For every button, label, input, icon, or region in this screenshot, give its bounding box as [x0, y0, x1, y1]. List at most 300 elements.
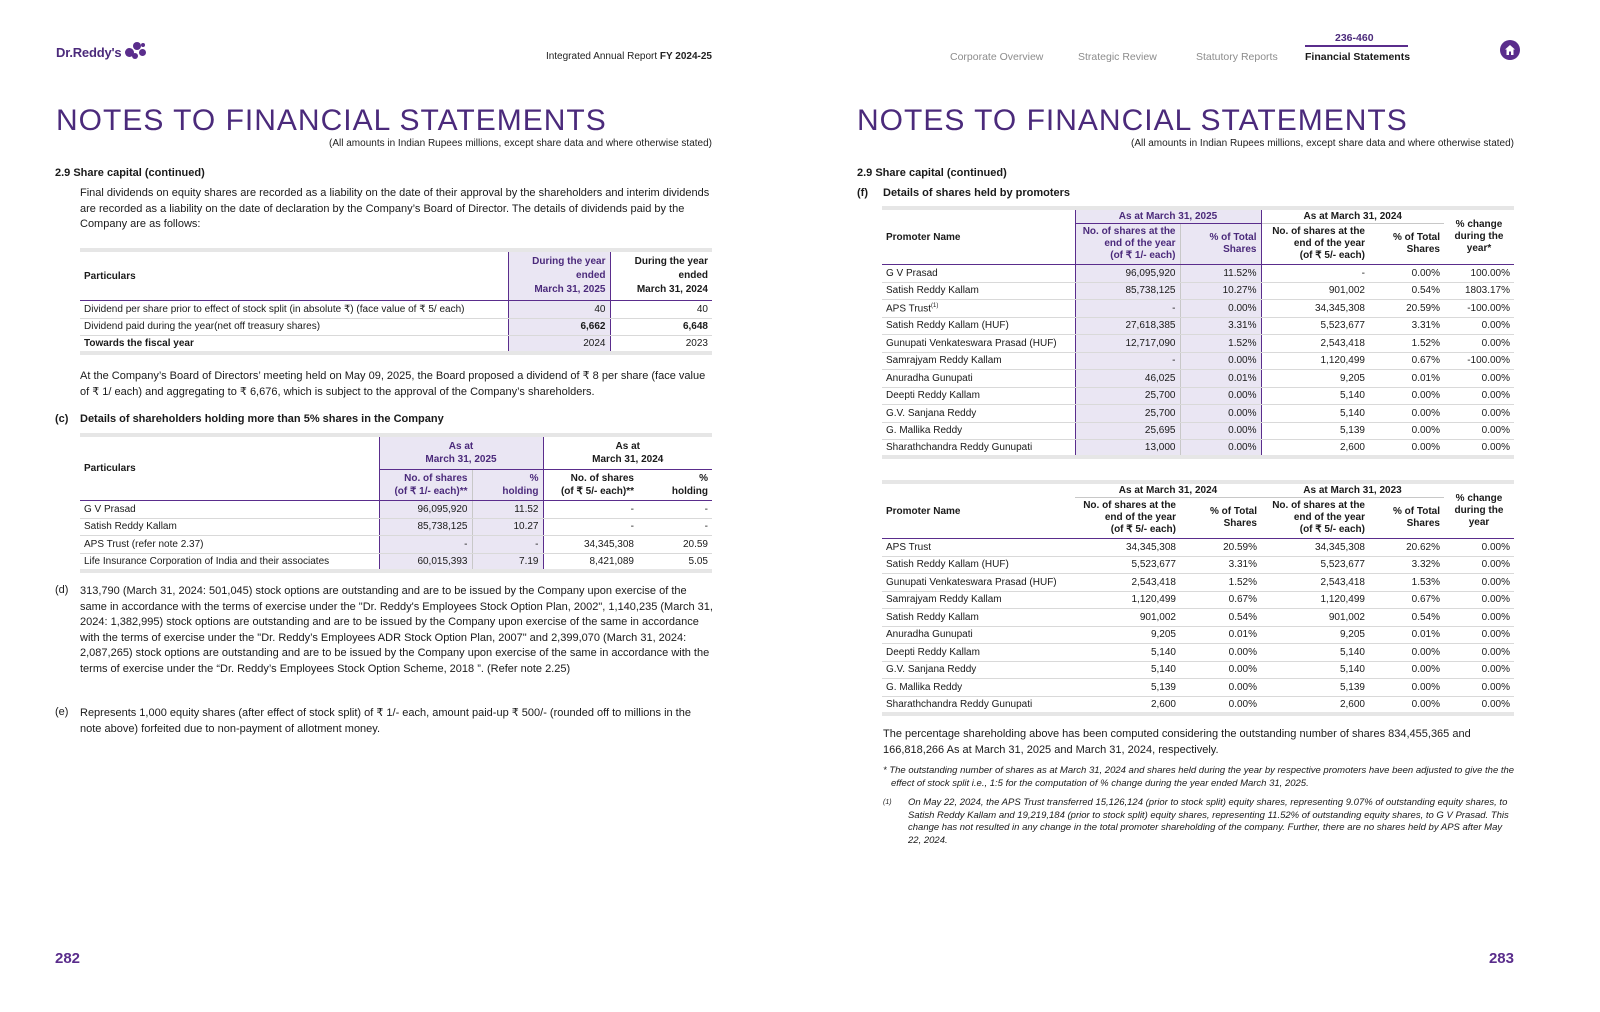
table-row: [882, 352, 1514, 370]
promoter-name-text: G. Mallika Reddy: [886, 425, 963, 437]
cell-sb: 9,205: [1261, 626, 1369, 644]
cell-sa: 2,543,418: [1075, 574, 1180, 592]
promoter-name: [882, 405, 1075, 423]
h-l2: during the: [1454, 505, 1504, 516]
row-label: Satish Reddy Kallam: [80, 518, 379, 536]
cell-sa: 5,139: [1075, 679, 1180, 697]
cell-sa: 85,738,125: [1075, 282, 1180, 300]
sub-l1: No. of shares: [570, 473, 634, 484]
promoter-name-text: Anuradha Gunupati: [886, 629, 973, 641]
table-row: [882, 626, 1514, 644]
col-2024-l3: March 31, 2024: [636, 284, 708, 295]
group-2024-l1: As at: [615, 441, 640, 452]
cell-sb: 2,543,418: [1261, 335, 1369, 353]
cell-pa: 0.01%: [1180, 626, 1261, 644]
table-row: [882, 440, 1514, 458]
promoter-name: [882, 696, 1075, 714]
cell-pa: 0.00%: [1180, 422, 1261, 440]
cell-pb: 0.54%: [1369, 609, 1444, 627]
promoter-table-2025: [882, 206, 1514, 459]
promoter-table-2024-body: [882, 539, 1514, 714]
c-title: Details of shareholders holding more than 5% shares in the Company: [80, 413, 444, 425]
table-row: [882, 405, 1514, 423]
cell-sb: 5,523,677: [1261, 317, 1369, 335]
cell-2024: 2023: [610, 336, 712, 354]
cell-sa: 9,205: [1075, 626, 1180, 644]
h-l3: (of ₹ 1/- each): [1110, 250, 1176, 261]
promoter-name-text: Samrajyam Reddy Kallam: [886, 355, 1002, 367]
table-row: [80, 501, 712, 519]
cell-pa: 0.54%: [1180, 609, 1261, 627]
h-l2: end of the year: [1104, 512, 1176, 523]
table-row: [882, 574, 1514, 592]
cell: -: [638, 501, 712, 519]
cell-2025: 40: [508, 301, 610, 319]
cell: 96,095,920: [379, 501, 472, 519]
nav-statutory-reports[interactable]: Statutory Reports: [1196, 51, 1278, 63]
cell-sa: 5,140: [1075, 644, 1180, 662]
footnote-ref: (1): [931, 302, 939, 309]
cell: -: [638, 518, 712, 536]
h-l1: % of Total: [1209, 506, 1257, 517]
cell-pb: 0.00%: [1369, 644, 1444, 662]
nav-strategic-review[interactable]: Strategic Review: [1078, 51, 1157, 63]
footnote-1-marker: (1): [883, 799, 892, 806]
row-label: Life Insurance Corporation of India and their associates: [80, 553, 379, 571]
cell-pa: 0.00%: [1180, 300, 1261, 318]
h-l1: % change: [1455, 219, 1503, 230]
sub-l1: %: [529, 473, 539, 484]
sub-l2: (of ₹ 1/- each)**: [394, 486, 468, 497]
table-row: [882, 387, 1514, 405]
sub-l1: %: [699, 473, 708, 484]
cell-chg: 0.00%: [1444, 405, 1514, 423]
cell: 7.19: [472, 553, 543, 571]
cell-chg: 0.00%: [1444, 574, 1514, 592]
promoter-name-text: Satish Reddy Kallam: [886, 611, 979, 623]
cell-sa: -: [1075, 300, 1180, 318]
cell-sb: 1,120,499: [1261, 591, 1369, 609]
promoter-name-text: Satish Reddy Kallam (HUF): [886, 320, 1009, 332]
cell-sa: 25,695: [1075, 422, 1180, 440]
h-l3: (of ₹ 5/- each): [1299, 250, 1365, 261]
h-l2: Shares: [1406, 244, 1440, 255]
section-title: 2.9 Share capital (continued): [55, 167, 205, 179]
cell-pa: 0.01%: [1180, 370, 1261, 388]
cell-sa: 5,523,677: [1075, 556, 1180, 574]
cell: -: [472, 536, 543, 554]
h-l1: No. of shares at the: [1272, 226, 1365, 237]
cell-pb: 0.67%: [1369, 352, 1444, 370]
table-row: [882, 556, 1514, 574]
cell-pa: 0.00%: [1180, 405, 1261, 423]
cell-sb: 5,139: [1261, 422, 1369, 440]
h-l3: (of ₹ 5/- each): [1110, 524, 1176, 535]
e-text: Represents 1,000 equity shares (after effect of stock split) of ₹ 1/- each, amount paid-up ₹ 500/- (rounded off to millions in the note above) forfeited due to non-payment of allotment money.: [80, 707, 691, 735]
promoter-name: [882, 352, 1075, 370]
footnote-star: * The outstanding number of shares as at March 31, 2024 and shares held during the year by respective promoters have been adjusted to give the the effect of stock split i.e., 1:5 for the computation of % change during the year ended March 31, 2025.: [883, 765, 1515, 789]
cell-sb: -: [1261, 265, 1369, 283]
group-2024: [543, 435, 712, 470]
h-l3: year: [1468, 517, 1490, 528]
shareholders-table: [80, 433, 712, 573]
h-l1: No. of shares at the: [1272, 500, 1365, 511]
cell-chg: 0.00%: [1444, 317, 1514, 335]
cell-sa: 25,700: [1075, 387, 1180, 405]
cell-pa: 0.00%: [1180, 440, 1261, 458]
table-row: [882, 265, 1514, 283]
page-number: 283: [1488, 950, 1514, 967]
table-row: [882, 370, 1514, 388]
cell-sb: 34,345,308: [1261, 300, 1369, 318]
cell-sa: 1,120,499: [1075, 591, 1180, 609]
promoter-table-2025-body: [882, 265, 1514, 458]
sub-shares-b: [1261, 224, 1369, 265]
cell-sb: 34,345,308: [1261, 539, 1369, 557]
promoter-name: [882, 679, 1075, 697]
table-row: [80, 301, 712, 319]
cell-pb: 0.00%: [1369, 661, 1444, 679]
table-row: [882, 422, 1514, 440]
h-l1: No. of shares at the: [1083, 500, 1176, 511]
col-2025-l1: During the year: [532, 256, 606, 267]
group-2025-l1: As at: [448, 441, 474, 452]
sub-shares-a: [1075, 224, 1180, 265]
page-number: 282: [55, 950, 81, 967]
col-2024: [610, 250, 712, 301]
col-2025-l3: March 31, 2025: [534, 284, 606, 295]
table-row: [882, 282, 1514, 300]
cell-pb: 3.32%: [1369, 556, 1444, 574]
promoter-name: [882, 422, 1075, 440]
sub-pct-a: [1180, 498, 1261, 539]
d-marker: (d): [55, 584, 69, 596]
promoter-name: [882, 265, 1075, 283]
cell-chg: 0.00%: [1444, 661, 1514, 679]
cell-pb: 0.01%: [1369, 626, 1444, 644]
row-label: G V Prasad: [80, 501, 379, 519]
cell-pb: 0.00%: [1369, 440, 1444, 458]
table-row: [882, 696, 1514, 714]
cell-sb: 901,002: [1261, 282, 1369, 300]
promoter-name: [882, 661, 1075, 679]
col-2024-l1: During the year: [634, 256, 708, 267]
cell-pa: 0.00%: [1180, 679, 1261, 697]
cell-pa: 1.52%: [1180, 335, 1261, 353]
section-nav: [950, 30, 1510, 70]
e-marker: (e): [55, 706, 69, 718]
promoter-name: [882, 317, 1075, 335]
h-l3: year*: [1466, 243, 1492, 254]
report-title-prefix: Integrated Annual Report: [545, 51, 658, 62]
cell-sa: 96,095,920: [1075, 265, 1180, 283]
cell-sa: 27,618,385: [1075, 317, 1180, 335]
cell-pa: 0.00%: [1180, 387, 1261, 405]
cell-sb: 5,140: [1261, 644, 1369, 662]
cell-sb: 5,140: [1261, 405, 1369, 423]
table-row: [80, 536, 712, 554]
col-promoter-name: Promoter Name: [882, 482, 1075, 539]
cell-pa: 0.67%: [1180, 591, 1261, 609]
h-l2: Shares: [1223, 518, 1257, 529]
nav-financial-statements[interactable]: Financial Statements: [1305, 51, 1411, 63]
cell-sb: 2,600: [1261, 440, 1369, 458]
cell: -: [543, 518, 638, 536]
cell-pb: 0.00%: [1369, 405, 1444, 423]
promoter-name-text: Anuradha Gunupati: [886, 372, 973, 384]
right-page: [800, 0, 1600, 1012]
promoter-name: [882, 335, 1075, 353]
promoter-name-text: G.V. Sanjana Reddy: [886, 664, 977, 676]
cell: 20.59: [638, 536, 712, 554]
table-row: [882, 679, 1514, 697]
cell-sa: 13,000: [1075, 440, 1180, 458]
table-row: [80, 553, 712, 571]
promoter-name-text: Satish Reddy Kallam (HUF): [886, 559, 1009, 571]
promoter-name: [882, 282, 1075, 300]
cell-pa: 20.59%: [1180, 539, 1261, 557]
promoter-name-text: Sharathchandra Reddy Gunupati: [886, 698, 1033, 710]
cell-chg: 0.00%: [1444, 626, 1514, 644]
footnote-1: On May 22, 2024, the APS Trust transferred 15,126,124 (prior to stock split) equity shares, representing 9.07% of outstanding equity shares, to Satish Reddy Kallam and 19,219,184 (prior to stock split) equity shares, representing 11.52% of outstanding equity shares, to G V Prasad. This change has not resulted in any change in the total promoter shareholding of the company. Further, there are no shares held by APS after May 22, 2024.: [908, 797, 1509, 846]
promoter-name: [882, 387, 1075, 405]
table-row: [882, 591, 1514, 609]
cell-sa: 5,140: [1075, 661, 1180, 679]
sub-shares-b: [1261, 498, 1369, 539]
table-row: [882, 317, 1514, 335]
col-promoter-name: Promoter Name: [882, 208, 1075, 265]
h-l2: Shares: [1406, 518, 1440, 529]
table-row: [882, 644, 1514, 662]
group-2025-l2: March 31, 2025: [425, 454, 497, 465]
promoter-name: [882, 574, 1075, 592]
logo-bubbles-icon: [125, 42, 149, 62]
sub-pct-2024: [638, 470, 712, 501]
cell-sa: 12,717,090: [1075, 335, 1180, 353]
group-b: As at March 31, 2023: [1261, 482, 1444, 498]
row-label: APS Trust (refer note 2.37): [80, 536, 379, 554]
h-l2: end of the year: [1293, 512, 1365, 523]
home-icon[interactable]: [1500, 40, 1520, 60]
group-2024-l2: March 31, 2024: [592, 454, 664, 465]
board-dividend-para: At the Company’s Board of Directors’ meeting held on May 09, 2025, the Board proposed a dividend of ₹ 8 per share (face value of ₹ 1/ each) and aggregating to ₹ 6,676, which is subject to the approval of the Company’s shareholders.: [80, 370, 706, 398]
h-l2: end of the year: [1293, 238, 1365, 249]
f-marker: (f): [857, 187, 868, 199]
cell-pb: 0.00%: [1369, 387, 1444, 405]
promoter-name-text: Deepti Reddy Kallam: [886, 390, 980, 402]
cell-chg: 0.00%: [1444, 679, 1514, 697]
promoter-name: [882, 644, 1075, 662]
page-title: NOTES TO FINANCIAL STATEMENTS: [56, 104, 607, 137]
cell-sb: 2,543,418: [1261, 574, 1369, 592]
cell-sb: 2,600: [1261, 696, 1369, 714]
col-2025-l2: ended: [576, 270, 606, 281]
cell-pa: 3.31%: [1180, 556, 1261, 574]
nav-active-indicator: [1305, 45, 1408, 47]
row-label: Dividend per share prior to effect of stock split (in absolute ₹) (face value of ₹ 5/ each): [80, 301, 508, 319]
cell-pb: 0.54%: [1369, 282, 1444, 300]
cell-pb: 20.62%: [1369, 539, 1444, 557]
sub-pct-2025: [472, 470, 543, 501]
promoter-name-text: APS Trust: [886, 541, 932, 553]
sub-pct-a: [1180, 224, 1261, 265]
cell-sa: 25,700: [1075, 405, 1180, 423]
table-row: [882, 609, 1514, 627]
cell-2024: 6,648: [610, 318, 712, 336]
cell: 11.52: [472, 501, 543, 519]
page-subtitle: (All amounts in Indian Rupees millions, except share data and where otherwise stated): [329, 138, 712, 149]
cell-chg: -100.00%: [1444, 352, 1514, 370]
promoter-name-text: Satish Reddy Kallam: [886, 285, 979, 297]
cell: 5.05: [638, 553, 712, 571]
promoter-name-text: G. Mallika Reddy: [886, 681, 963, 693]
sub-pct-b: [1369, 498, 1444, 539]
cell-pb: 0.01%: [1369, 370, 1444, 388]
promoter-name-text: Gunupati Venkateswara Prasad (HUF): [886, 576, 1057, 588]
cell-sb: 5,523,677: [1261, 556, 1369, 574]
table-row: [80, 518, 712, 536]
row-label: Dividend paid during the year(net off treasury shares): [80, 318, 508, 336]
cell-chg: 0.00%: [1444, 556, 1514, 574]
cell-sb: 901,002: [1261, 609, 1369, 627]
dividend-table: [80, 248, 712, 355]
cell-sb: 5,140: [1261, 661, 1369, 679]
table-row: [882, 539, 1514, 557]
cell: 8,421,089: [543, 553, 638, 571]
h-l3: (of ₹ 5/- each): [1299, 524, 1365, 535]
table-row: [80, 336, 712, 354]
cell-pb: 0.00%: [1369, 679, 1444, 697]
cell: 85,738,125: [379, 518, 472, 536]
h-l2: during the: [1454, 231, 1504, 242]
cell-chg: -100.00%: [1444, 300, 1514, 318]
report-title-fy: FY 2024-25: [659, 51, 712, 62]
cell-sa: 34,345,308: [1075, 539, 1180, 557]
cell-pa: 1.52%: [1180, 574, 1261, 592]
d-text: 313,790 (March 31, 2024: 501,045) stock options are outstanding and are to be issued by the Company upon exercise of the same in accordance with the terms of exercise under the "Dr. Reddy's Employees Stock Option Plan, 2002", 1,140,235 (March 31, 2024: 1,382,995) stock options are outstanding and are to be issued by the Company upon exercise of the same in accordance with the terms of exercise under the "Dr. Reddy’s Employees ADR Stock Option Plan, 2007" and 2,399,070 (March 31, 2024: 2,087,265) stock options are outstanding and are to be issued by the Company upon exercise of the same in accordance with the terms of exercise under the “Dr. Reddy’s Employees Stock Option Scheme, 2018 ”. (Refer note 2.25): [80, 585, 713, 675]
group-a: As at March 31, 2025: [1075, 208, 1261, 224]
promoter-name-text: G.V. Sanjana Reddy: [886, 407, 977, 419]
c-marker: (c): [55, 413, 69, 425]
cell-chg: 0.00%: [1444, 440, 1514, 458]
cell-2025: 6,662: [508, 318, 610, 336]
cell-chg: 0.00%: [1444, 591, 1514, 609]
logo-text: Dr.Reddy's: [56, 44, 122, 60]
report-title: [546, 51, 712, 62]
cell-chg: 0.00%: [1444, 609, 1514, 627]
page-subtitle: (All amounts in Indian Rupees millions, except share data and where otherwise stated): [1131, 138, 1514, 149]
sub-shares-a: [1075, 498, 1180, 539]
cell-sb: 1,120,499: [1261, 352, 1369, 370]
col-particulars: Particulars: [80, 435, 379, 501]
f-title: Details of shares held by promoters: [883, 187, 1071, 199]
cell-pb: 0.67%: [1369, 591, 1444, 609]
cell-sa: 2,600: [1075, 696, 1180, 714]
cell-chg: 0.00%: [1444, 422, 1514, 440]
table-row: [882, 300, 1514, 318]
h-l1: % change: [1455, 493, 1503, 504]
cell-pb: 0.00%: [1369, 422, 1444, 440]
sub-l2: holding: [502, 486, 539, 497]
cell-pa: 0.00%: [1180, 352, 1261, 370]
cell-sa: 901,002: [1075, 609, 1180, 627]
cell-pa: 3.31%: [1180, 317, 1261, 335]
cell-chg: 1803.17%: [1444, 282, 1514, 300]
h-l1: % of Total: [1392, 506, 1440, 517]
sub-shares-2025: [379, 470, 472, 501]
dr-reddys-logo[interactable]: [56, 42, 149, 62]
col-2024-l2: ended: [678, 270, 708, 281]
cell-pb: 1.52%: [1369, 335, 1444, 353]
cell: 10.27: [472, 518, 543, 536]
group-b: As at March 31, 2024: [1261, 208, 1444, 224]
group-a: As at March 31, 2024: [1075, 482, 1261, 498]
dividend-intro: Final dividends on equity shares are recorded as a liability on the date of their approval by the shareholders and interim dividends are recorded as a liability on the date of declaration by the Company’s Board of Director. The details of dividends paid by the Company are as follows:: [80, 187, 710, 230]
cell-pb: 20.59%: [1369, 300, 1444, 318]
promoter-name: [882, 626, 1075, 644]
col-particulars: Particulars: [80, 250, 508, 301]
promoter-name: [882, 609, 1075, 627]
cell-2024: 40: [610, 301, 712, 319]
promoter-name: [882, 370, 1075, 388]
nav-corporate-overview[interactable]: Corporate Overview: [950, 51, 1044, 63]
promoter-name-text: Gunupati Venkateswara Prasad (HUF): [886, 337, 1057, 349]
promoter-name-text: Deepti Reddy Kallam: [886, 646, 980, 658]
cell: -: [543, 501, 638, 519]
h-l1: % of Total: [1392, 232, 1440, 243]
cell-pa: 11.52%: [1180, 265, 1261, 283]
cell-pa: 0.00%: [1180, 644, 1261, 662]
sub-l2: holding: [671, 486, 708, 497]
sub-l1: No. of shares: [404, 473, 468, 484]
promoter-name: [882, 440, 1075, 458]
promoter-name-text: Samrajyam Reddy Kallam: [886, 594, 1002, 606]
cell: 60,015,393: [379, 553, 472, 571]
h-l1: No. of shares at the: [1082, 226, 1176, 237]
cell-pb: 0.00%: [1369, 696, 1444, 714]
col-change: [1444, 208, 1514, 265]
table-row: [882, 661, 1514, 679]
promoter-name-text: APS Trust: [886, 302, 932, 314]
col-2025: [508, 250, 610, 301]
cell-2025: 2024: [508, 336, 610, 354]
cell-chg: 0.00%: [1444, 335, 1514, 353]
percentage-note: The percentage shareholding above has been computed considering the outstanding number of shares 834,455,365 and 166,818,266 As at March 31, 2025 and March 31, 2024, respectively.: [883, 728, 1471, 756]
row-label: Towards the fiscal year: [80, 336, 508, 354]
sub-l2: (of ₹ 5/- each)**: [560, 486, 634, 497]
cell-sa: -: [1075, 352, 1180, 370]
cell-pb: 3.31%: [1369, 317, 1444, 335]
table-row: [80, 318, 712, 336]
cell: 34,345,308: [543, 536, 638, 554]
cell-sb: 5,140: [1261, 387, 1369, 405]
promoter-name: [882, 591, 1075, 609]
cell-chg: 0.00%: [1444, 696, 1514, 714]
group-2025: [379, 435, 543, 470]
page-title: NOTES TO FINANCIAL STATEMENTS: [857, 104, 1408, 137]
h-l2: Shares: [1223, 244, 1257, 255]
promoter-name: [882, 556, 1075, 574]
cell-pa: 10.27%: [1180, 282, 1261, 300]
table-row: [882, 335, 1514, 353]
cell-pb: 0.00%: [1369, 265, 1444, 283]
promoter-name: [882, 539, 1075, 557]
cell-sa: 46,025: [1075, 370, 1180, 388]
cell-chg: 0.00%: [1444, 644, 1514, 662]
cell-chg: 0.00%: [1444, 370, 1514, 388]
cell-pa: 0.00%: [1180, 661, 1261, 679]
section-title: 2.9 Share capital (continued): [857, 167, 1007, 179]
